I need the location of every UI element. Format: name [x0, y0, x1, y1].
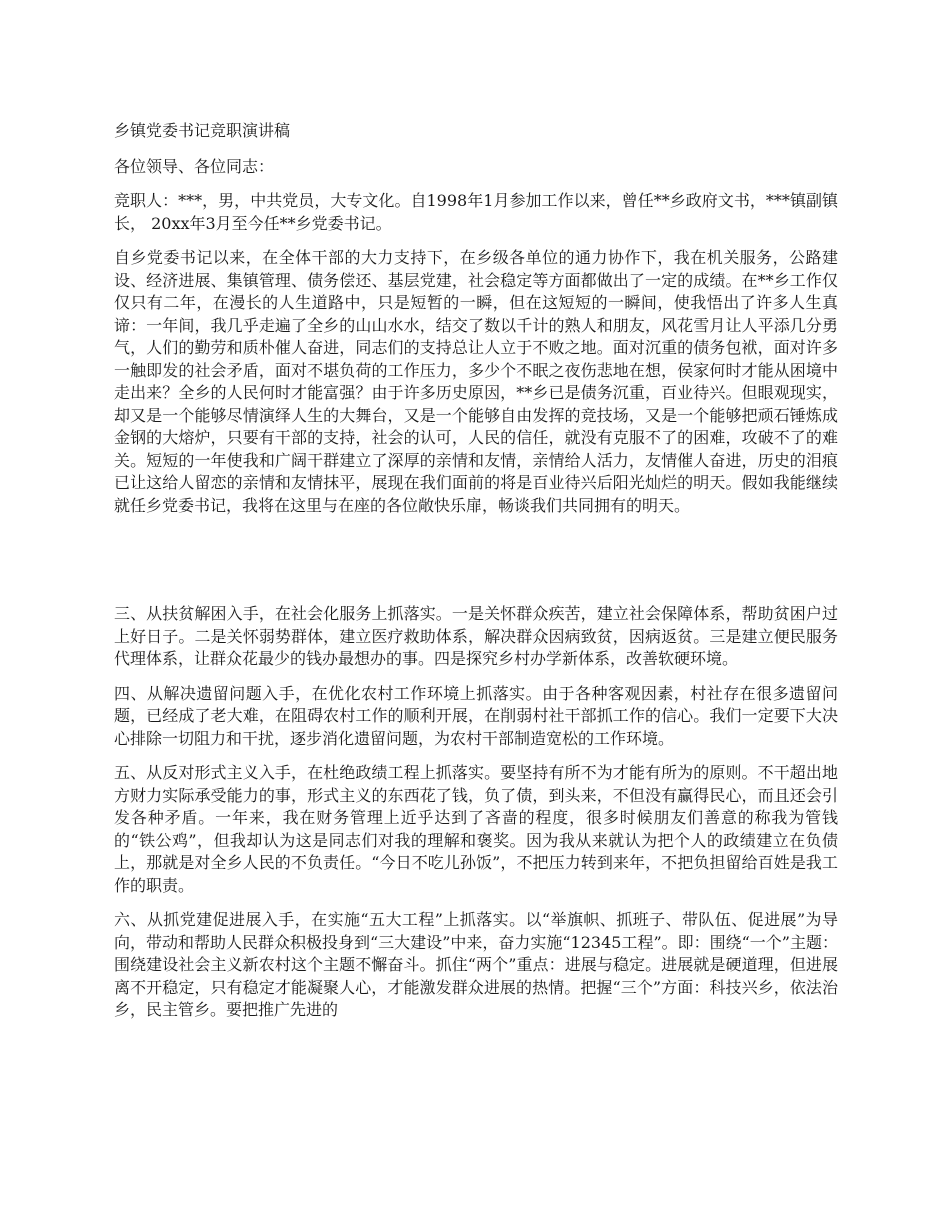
document-body — [114, 120, 838, 1034]
paragraph-work-review: 自乡党委书记以来，在全体干部的大力支持下，在乡级各单位的通力协作下，我在机关服务，公路建设、经济进展、集镇管理、债务偿还、基层党建，社会稳定等方面都做出了一定的成绩。在**乡工作仅仅只有二年，在漫长的人生道路中，只是短暂的一瞬，但在这短短的一瞬间，使我悟出了许多人生真谛：一年间，我几乎走遍了全乡的山山水水，结交了数以千计的熟人和朋友，风花雪月让人平添几分勇气，人们的勤劳和质朴催人奋进，同志们的支持总让人立于不败之地。面对沉重的债务包袱，面对许多一触即发的社会矛盾，面对不堪负荷的工作压力，多少个不眠之夜伤悲地在想，侯家何时才能从困境中走出来？全乡的人民何时才能富强？由于许多历史原因，**乡已是债务沉重，百业待兴。但眼观现实，却又是一个能够尽情演绎人生的大舞台，又是一个能够自由发挥的竞技场，又是一个能够把顽石锤炼成金钢的大熔炉，只要有干部的支持，社会的认可，人民的信任，就没有克服不了的困难，攻破不了的难关。短短的一年使我和广阔干群建立了深厚的亲情和友情，亲情给人活力，友情催人奋进，历史的泪痕已让这给人留恋的亲情和友情抹平，展现在我们面前的将是百业待兴后阳光灿烂的明天。假如我能继续就任乡党委书记，我将在这里与在座的各位敞快乐扉，畅谈我们共同拥有的明天。 — [114, 248, 838, 515]
paragraph-section-five: 五、从反对形式主义入手，在杜绝政绩工程上抓落实。要坚持有所不为才能有所为的原则。不干超出地方财力实际承受能力的事，形式主义的东西花了钱，负了债，到头来，不但没有赢得民心，而且还会引发各种矛盾。一年来，我在财务管理上近乎达到了吝啬的程度，很多时候朋友们善意的称我为管钱的“铁公鸡”，但我却认为这是同志们对我的理解和褒奖。因为我从来就认为把个人的政绩建立在负债上，那就是对全乡人民的不负责任。“今日不吃儿孙饭”，不把压力转到来年，不把负担留给百姓是我工作的职责。 — [114, 763, 838, 895]
paragraph-section-three: 三、从扶贫解困入手，在社会化服务上抓落实。一是关怀群众疾苦，建立社会保障体系，帮助贫困户过上好日子。二是关怀弱势群体，建立医疗救助体系，解决群众因病致贫，因病返贫。三是建立便民服务代理体系，让群众花最少的钱办最想办的事。四是探究乡村办学新体系，改善软硬环境。 — [114, 604, 838, 668]
section-gap — [114, 529, 838, 603]
document-title: 乡镇党委书记竞职演讲稿 — [114, 121, 291, 140]
paragraph-section-six: 六、从抓党建促进展入手，在实施“五大工程”上抓落实。以“举旗帜、抓班子、带队伍、促进展”为导向，带动和帮助人民群众积极投身到“三大建设”中来，奋力实施“12345工程”。即：围绕“一个”主题：围绕建设社会主义新农村这个主题不懈奋斗。抓住“两个”重点：进展与稳定。进展就是硬道理，但进展离不开稳定，只有稳定才能凝聚人心，才能激发群众进展的热情。把握“三个”方面：科技兴乡，依法治乡，民主管乡。要把推广先进的 — [114, 910, 838, 1019]
paragraph-candidate-intro: 竞职人：***，男，中共党员，大专文化。自1998年1月参加工作以来，曾任**乡政府文书，***镇副镇长， 20xx年3月至今任**乡党委书记。 — [114, 191, 838, 233]
paragraph-section-four: 四、从解决遗留问题入手，在优化农村工作环境上抓落实。由于各种客观因素，村社存在很多遗留问题，已经成了老大难，在阻碍农村工作的顺利开展，在削弱村社干部抓工作的信心。我们一定要下大决心排除一切阻力和干扰，逐步消化遗留问题，为农村干部制造宽松的工作环境。 — [114, 683, 838, 748]
greeting: 各位领导、各位同志： — [114, 156, 275, 176]
